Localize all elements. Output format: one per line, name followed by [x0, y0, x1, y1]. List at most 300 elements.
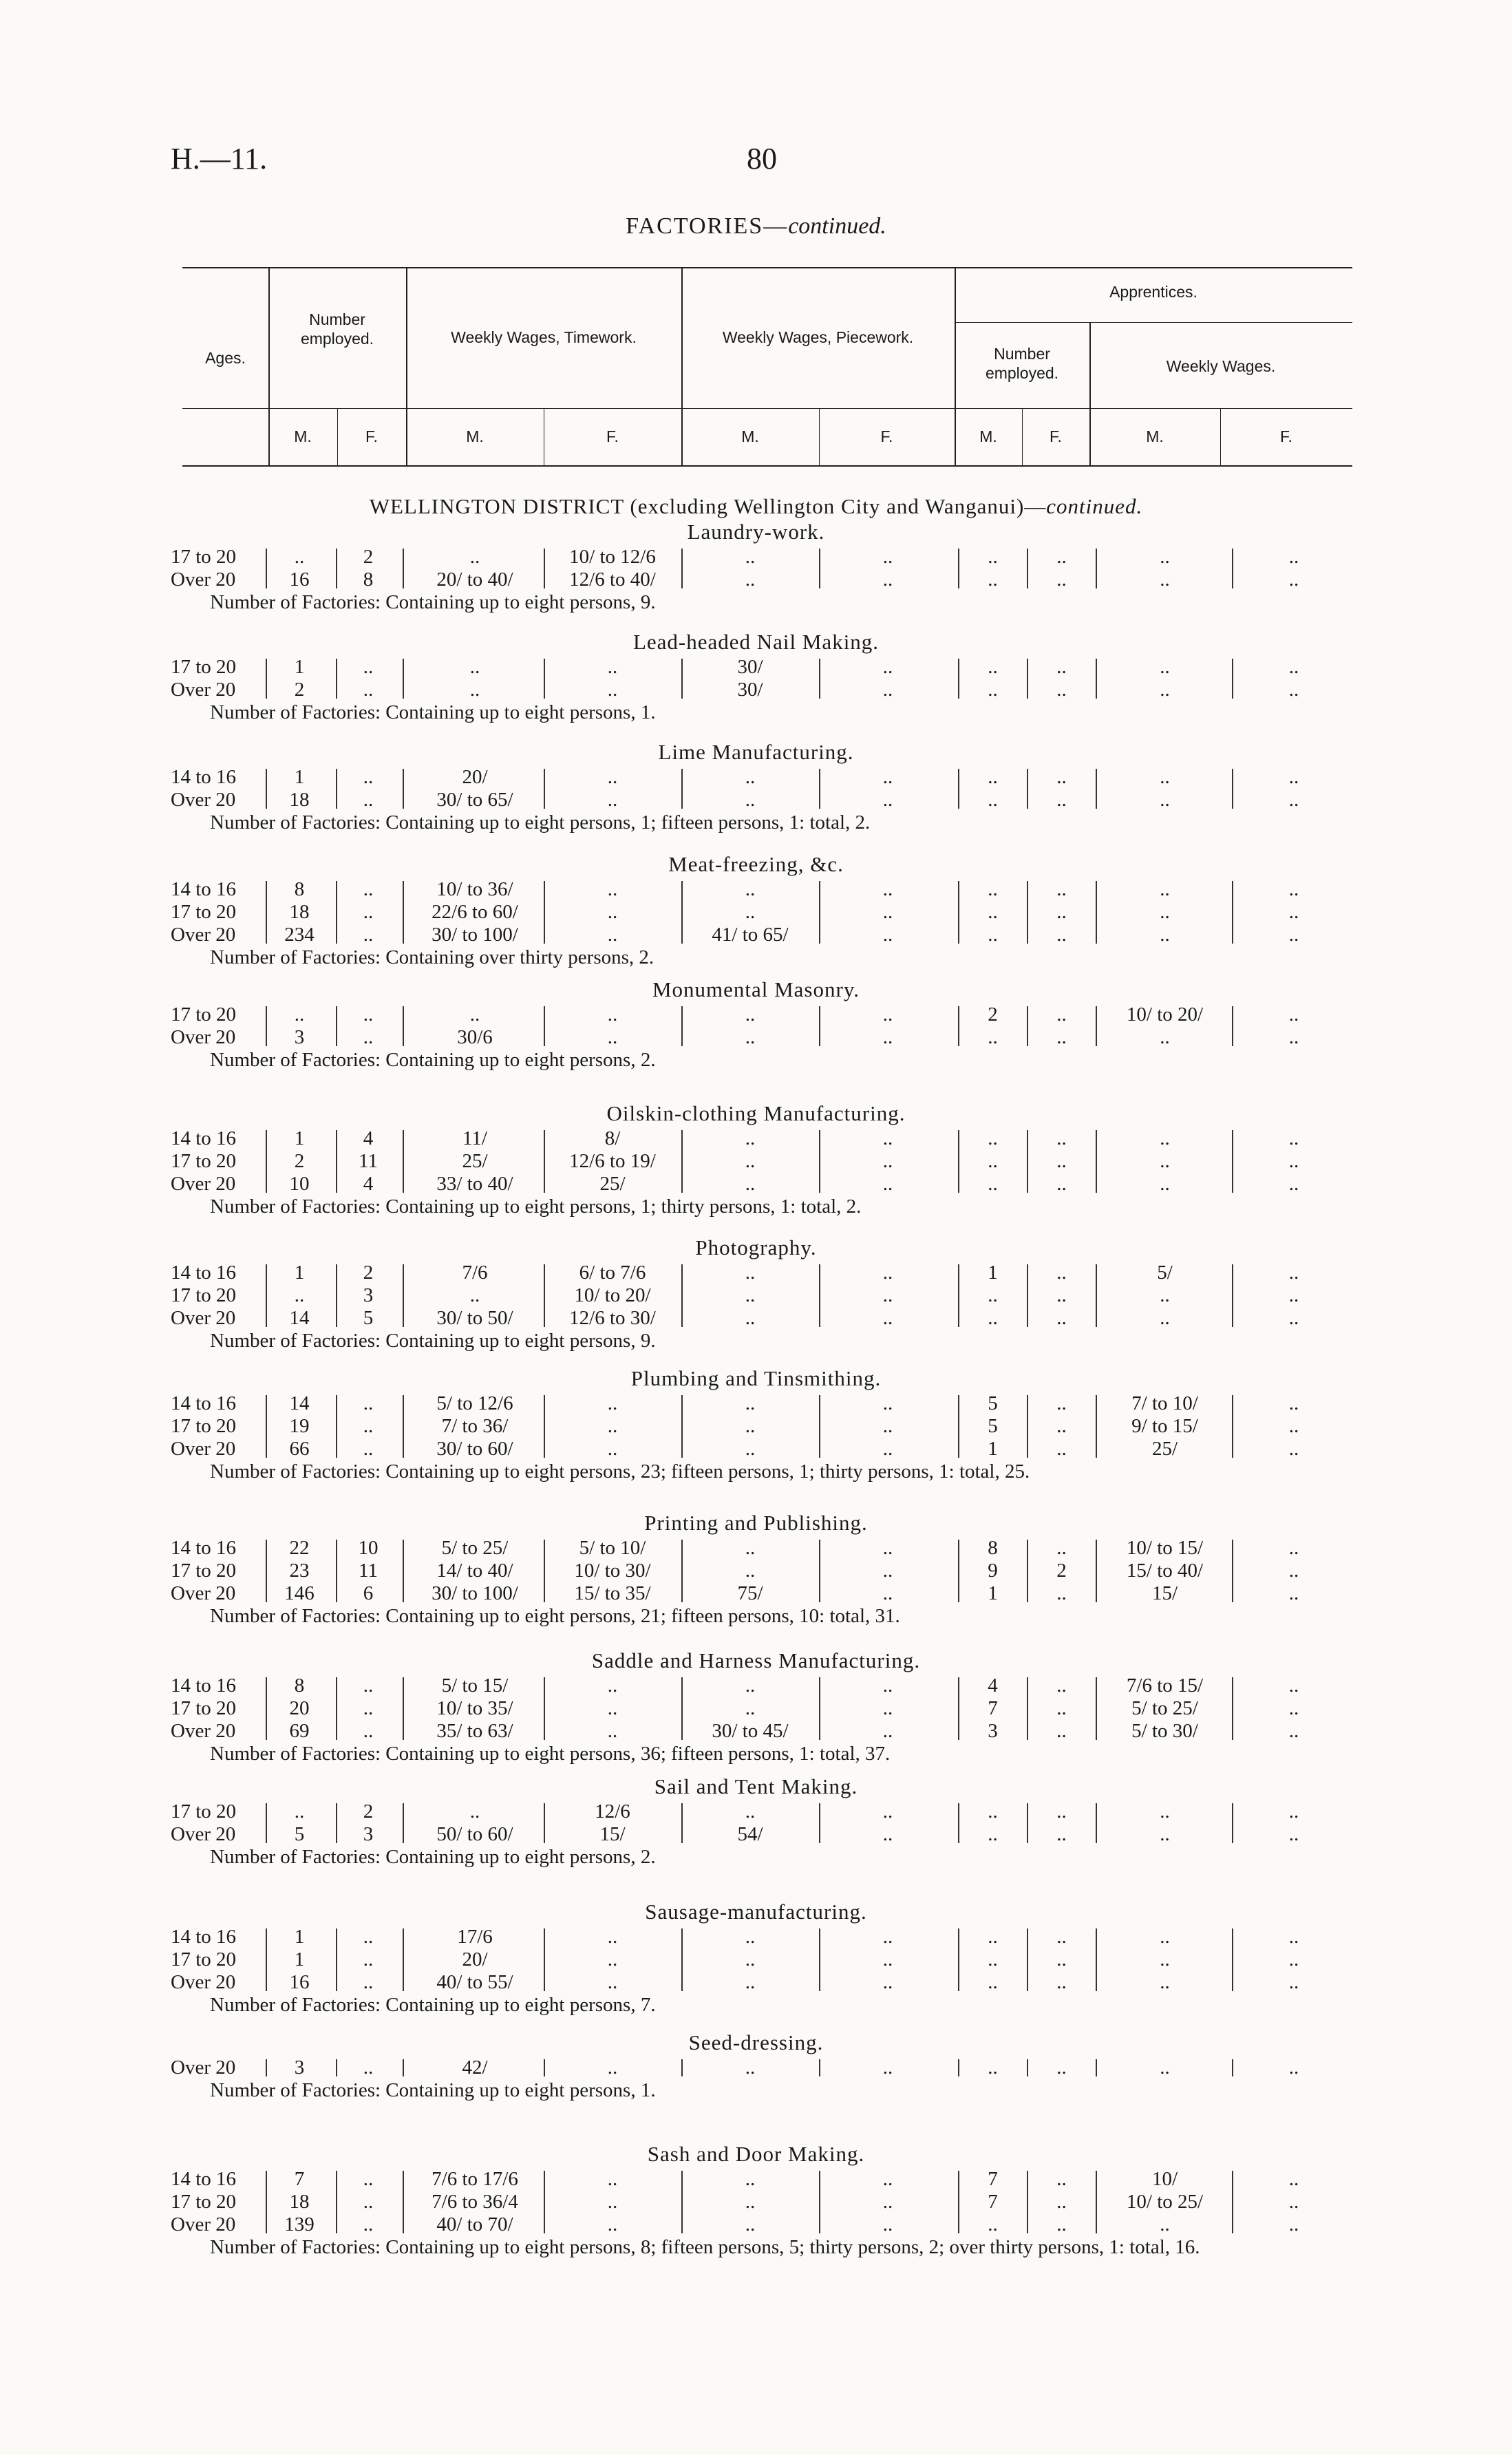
piecework-m-cell: .. — [745, 1697, 756, 1719]
timework-m-cell: 17/6 — [457, 1926, 493, 1948]
piecework-f-cell: .. — [882, 1262, 893, 1284]
column-rule — [336, 2059, 337, 2076]
age-cell: Over 20 — [171, 1720, 236, 1742]
piecework-m-cell: .. — [745, 1026, 756, 1048]
apprentice-m-cell: .. — [988, 1026, 998, 1048]
column-rule — [336, 1540, 337, 1602]
f-label: F. — [1280, 427, 1292, 445]
table-row — [0, 1971, 1512, 1994]
column-rule — [1027, 659, 1028, 699]
apprentice-m-cell: .. — [988, 568, 998, 591]
age-cell: Over 20 — [171, 1173, 236, 1195]
column-rule — [1027, 881, 1028, 944]
column-rule — [544, 1395, 545, 1458]
timework-f-cell: .. — [607, 1026, 618, 1048]
apprentice-f-cell: .. — [1056, 546, 1067, 568]
apprentice-wage-m-cell: 5/ to 30/ — [1131, 1720, 1198, 1742]
piecework-f-cell: .. — [882, 878, 893, 900]
table-row — [0, 2057, 1512, 2079]
apprentice-wage-f-cell: .. — [1288, 2168, 1299, 2190]
age-cell: Over 20 — [171, 1438, 236, 1460]
column-rule — [336, 1130, 337, 1193]
column-rule — [544, 1006, 545, 1046]
apprentice-wage-f-cell: .. — [1288, 2213, 1299, 2235]
employed-m-cell: .. — [294, 1003, 305, 1025]
timework-f-cell: .. — [607, 1415, 618, 1437]
piecework-f-cell: .. — [882, 1284, 893, 1306]
apprentice-wage-f-cell: .. — [1288, 1307, 1299, 1329]
piecework-header: Weekly Wages, Piecework. — [722, 328, 914, 346]
piecework-m-cell: .. — [745, 546, 756, 568]
employed-f-cell: .. — [363, 878, 374, 900]
column-rule — [681, 1540, 683, 1602]
section-title: Oilskin-clothing Manufacturing. — [606, 1101, 906, 1125]
apprentice-m-cell: 5 — [988, 1392, 998, 1414]
column-rule — [1096, 1540, 1097, 1602]
apprentice-m-cell: .. — [988, 1926, 998, 1948]
apprentice-f-cell: .. — [1056, 924, 1067, 946]
age-cell: 17 to 20 — [171, 1800, 237, 1822]
apprentice-wage-f-cell: .. — [1288, 1971, 1299, 1993]
apprentice-m-cell: 5 — [988, 1415, 998, 1437]
employed-f-cell: 2 — [363, 546, 374, 568]
employed-m-cell: 1 — [294, 1926, 305, 1948]
employed-f-cell: .. — [363, 1675, 374, 1697]
table-row — [0, 1438, 1512, 1460]
apprentices-header: Apprentices. — [1109, 283, 1197, 301]
timework-m-cell: 20/ to 40/ — [436, 568, 513, 591]
column-rule — [336, 549, 337, 588]
apprentice-f-cell: .. — [1056, 656, 1067, 678]
timework-m-cell: 30/ to 65/ — [436, 789, 513, 811]
page-subtitle: FACTORIES—continued. — [626, 213, 886, 239]
apprentice-m-cell: .. — [988, 1823, 998, 1845]
age-cell: Over 20 — [171, 789, 236, 811]
column-rule — [1027, 1803, 1028, 1843]
column-rule — [336, 1677, 337, 1740]
apprentice-f-cell: .. — [1056, 1392, 1067, 1414]
piecework-m-cell: .. — [745, 2213, 756, 2235]
column-rule — [544, 659, 545, 699]
piecework-f-cell: .. — [882, 901, 893, 923]
employed-f-cell: .. — [363, 1415, 374, 1437]
apprentice-m-cell: 9 — [988, 1560, 998, 1582]
column-rule — [544, 2171, 545, 2233]
column-rule — [403, 2171, 404, 2233]
apprentice-f-cell: .. — [1056, 1948, 1067, 1970]
column-rule — [819, 1677, 820, 1740]
column-rule — [336, 659, 337, 699]
apprentice-f-cell: .. — [1056, 1537, 1067, 1559]
piecework-f-cell: .. — [882, 546, 893, 568]
timework-f-cell: 5/ to 10/ — [579, 1537, 646, 1559]
piecework-m-cell: .. — [745, 1307, 756, 1329]
column-rule — [266, 1130, 267, 1193]
apprentice-f-cell: .. — [1056, 2057, 1067, 2079]
employed-m-cell: 16 — [289, 568, 310, 591]
timework-m-cell: 7/6 to 17/6 — [432, 2168, 518, 2190]
column-rule — [819, 1540, 820, 1602]
employed-f-cell: .. — [363, 1948, 374, 1970]
age-cell: Over 20 — [171, 1582, 236, 1604]
age-cell: Over 20 — [171, 1971, 236, 1993]
column-rule — [336, 1264, 337, 1327]
column-rule — [1096, 1928, 1097, 1991]
age-cell: Over 20 — [171, 924, 236, 946]
apprentice-wage-m-cell: .. — [1160, 1948, 1170, 1970]
number-employed-header: Number employed. — [300, 310, 374, 348]
column-rule — [958, 769, 959, 809]
apprentice-wage-m-cell: 15/ — [1151, 1582, 1178, 1604]
employed-f-cell: .. — [363, 679, 374, 701]
column-rule — [819, 769, 820, 809]
column-rule — [544, 549, 545, 588]
column-rule — [1096, 881, 1097, 944]
employed-m-cell: 3 — [294, 1026, 305, 1048]
apprentice-wage-m-cell: .. — [1160, 1173, 1170, 1195]
column-rule — [336, 1395, 337, 1458]
apprentice-wage-f-cell: .. — [1288, 1284, 1299, 1306]
piecework-f-cell: .. — [882, 2213, 893, 2235]
table-row — [0, 1697, 1512, 1720]
apprentice-wage-m-cell: 9/ to 15/ — [1131, 1415, 1198, 1437]
piecework-m-cell: .. — [745, 1003, 756, 1025]
apprentice-wage-f-cell: .. — [1288, 878, 1299, 900]
apprentice-wage-f-cell: .. — [1288, 766, 1299, 788]
section-title: Meat-freezing, &c. — [668, 852, 844, 876]
timework-m-cell: 30/ to 100/ — [432, 1582, 518, 1604]
factories-summary: Number of Factories: Containing over thirty persons, 2. — [210, 946, 654, 968]
employed-m-cell: 69 — [289, 1720, 310, 1742]
piecework-m-cell: .. — [745, 1415, 756, 1437]
timework-m-cell: 33/ to 40/ — [436, 1173, 513, 1195]
apprentice-wage-f-cell: .. — [1288, 1948, 1299, 1970]
piecework-m-cell: .. — [745, 1675, 756, 1697]
apprentice-f-cell: .. — [1056, 1823, 1067, 1845]
column-rule — [1096, 549, 1097, 588]
timework-m-cell: 50/ to 60/ — [436, 1823, 513, 1845]
apprentice-f-cell: .. — [1056, 1150, 1067, 1172]
piecework-m-cell: 41/ to 65/ — [712, 924, 789, 946]
apprentice-f-cell: .. — [1056, 1127, 1067, 1149]
employed-f-cell: .. — [363, 1026, 374, 1048]
timework-m-cell: .. — [469, 1800, 480, 1822]
section-title: Photography. — [695, 1235, 817, 1260]
apprentice-wage-f-cell: .. — [1288, 1675, 1299, 1697]
column-rule — [958, 1928, 959, 1991]
timework-f-cell: 10/ to 12/6 — [569, 546, 656, 568]
factories-summary: Number of Factories: Containing up to eight persons, 9. — [210, 1330, 656, 1352]
timework-f-cell: .. — [607, 1926, 618, 1948]
apprentice-wage-m-cell: .. — [1160, 2057, 1170, 2079]
column-rule — [681, 1928, 683, 1991]
piecework-m-cell: .. — [745, 1926, 756, 1948]
employed-m-cell: 23 — [289, 1560, 310, 1582]
column-rule — [1232, 769, 1233, 809]
apprentice-m-cell: 2 — [988, 1003, 998, 1025]
employed-m-cell: 14 — [289, 1392, 310, 1414]
column-rule — [403, 2059, 404, 2076]
table-row — [0, 1415, 1512, 1438]
table-row — [0, 1173, 1512, 1195]
column-rule — [266, 769, 267, 809]
section-title: Lime Manufacturing. — [658, 740, 854, 764]
column-rule — [1027, 2171, 1028, 2233]
timework-m-cell: 5/ to 15/ — [441, 1675, 509, 1697]
piecework-f-cell: .. — [882, 1307, 893, 1329]
timework-m-cell: 25/ — [462, 1150, 488, 1172]
column-rule — [681, 1264, 683, 1327]
employed-f-cell: 6 — [363, 1582, 374, 1604]
table-row — [0, 1582, 1512, 1605]
apprentice-wage-f-cell: .. — [1288, 901, 1299, 923]
apprentice-wage-m-cell: .. — [1160, 656, 1170, 678]
column-rule — [403, 769, 404, 809]
timework-f-cell: 10/ to 20/ — [574, 1284, 651, 1306]
apprentice-wage-m-cell: .. — [1160, 1800, 1170, 1822]
column-rule — [819, 1264, 820, 1327]
column-rule — [958, 1540, 959, 1602]
column-rule — [336, 1803, 337, 1843]
column-rule — [1027, 549, 1028, 588]
piecework-m-cell: .. — [745, 1800, 756, 1822]
piecework-f-cell: .. — [882, 766, 893, 788]
employed-f-cell: .. — [363, 2057, 374, 2079]
timework-m-cell: 30/ to 60/ — [436, 1438, 513, 1460]
apprentice-m-cell: .. — [988, 2057, 998, 2079]
column-rule — [403, 1264, 404, 1327]
piecework-m-cell: .. — [745, 1971, 756, 1993]
column-rule — [1027, 1928, 1028, 1991]
column-rule — [266, 2171, 267, 2233]
piecework-f-cell: .. — [882, 1438, 893, 1460]
age-cell: 17 to 20 — [171, 1415, 237, 1437]
table-row — [0, 901, 1512, 924]
report-code: H.—11. — [171, 142, 268, 176]
column-rule — [1232, 2171, 1233, 2233]
column-rule — [681, 769, 683, 809]
piecework-m-cell: 75/ — [737, 1582, 763, 1604]
column-rule — [1096, 1395, 1097, 1458]
apprentice-wage-m-cell: .. — [1160, 1026, 1170, 1048]
apprentice-wage-f-cell: .. — [1288, 1800, 1299, 1822]
employed-m-cell: .. — [294, 1284, 305, 1306]
age-cell: 17 to 20 — [171, 1560, 237, 1582]
apprentice-f-cell: .. — [1056, 1720, 1067, 1742]
column-rule — [681, 2059, 683, 2076]
column-rule — [1232, 1677, 1233, 1740]
apprentice-f-cell: .. — [1056, 2213, 1067, 2235]
timework-m-cell: 42/ — [462, 2057, 488, 2079]
employed-f-cell: 11 — [359, 1560, 378, 1582]
column-rule — [1096, 2059, 1097, 2076]
table-row — [0, 679, 1512, 701]
section-title: Laundry-work. — [687, 520, 825, 544]
column-rule — [403, 1803, 404, 1843]
table-row — [0, 924, 1512, 946]
apprentice-wage-m-cell: 10/ to 20/ — [1126, 1003, 1204, 1025]
apprentice-f-cell: .. — [1056, 901, 1067, 923]
piecework-f-cell: .. — [882, 1971, 893, 1993]
column-rule — [819, 1928, 820, 1991]
timework-m-cell: 5/ to 12/6 — [436, 1392, 513, 1414]
column-rule — [819, 881, 820, 944]
age-cell: 17 to 20 — [171, 1697, 237, 1719]
timework-f-cell: 10/ to 30/ — [574, 1560, 651, 1582]
m-label: M. — [979, 427, 997, 445]
employed-m-cell: 2 — [294, 1150, 305, 1172]
age-cell: 17 to 20 — [171, 656, 237, 678]
column-rule — [681, 549, 683, 588]
m-label: M. — [741, 427, 759, 445]
employed-m-cell: 18 — [289, 2191, 310, 2213]
apprentice-wage-m-cell: .. — [1160, 1127, 1170, 1149]
piecework-f-cell: .. — [882, 2168, 893, 2190]
column-rule — [681, 1677, 683, 1740]
column-rule — [266, 1395, 267, 1458]
column-rule — [681, 1395, 683, 1458]
table-row — [0, 1800, 1512, 1823]
employed-f-cell: 4 — [363, 1173, 374, 1195]
piecework-f-cell: .. — [882, 679, 893, 701]
employed-f-cell: .. — [363, 656, 374, 678]
apprentice-wage-m-cell: .. — [1160, 679, 1170, 701]
timework-f-cell: .. — [607, 766, 618, 788]
column-rule — [266, 1540, 267, 1602]
apprentice-f-cell: .. — [1056, 1307, 1067, 1329]
age-cell: Over 20 — [171, 1026, 236, 1048]
f-label: F. — [365, 427, 378, 445]
age-cell: 14 to 16 — [171, 878, 237, 900]
employed-m-cell: 14 — [289, 1307, 310, 1329]
column-rule — [336, 2171, 337, 2233]
employed-m-cell: 16 — [289, 1971, 310, 1993]
piecework-m-cell: .. — [745, 2168, 756, 2190]
apprentice-wage-f-cell: .. — [1288, 1537, 1299, 1559]
apprentice-f-cell: .. — [1056, 1284, 1067, 1306]
column-rule — [958, 1803, 959, 1843]
table-row — [0, 568, 1512, 591]
employed-m-cell: .. — [294, 546, 305, 568]
page-number: 80 — [747, 142, 777, 176]
column-rule — [544, 1264, 545, 1327]
f-label: F. — [606, 427, 619, 445]
employed-m-cell: 2 — [294, 679, 305, 701]
employed-f-cell: .. — [363, 1392, 374, 1414]
column-rule — [1027, 1130, 1028, 1193]
apprentice-wage-m-cell: 15/ to 40/ — [1126, 1560, 1204, 1582]
employed-f-cell: 10 — [358, 1537, 379, 1559]
column-rule — [1027, 1395, 1028, 1458]
apprentice-wage-m-cell: 5/ — [1157, 1262, 1173, 1284]
factories-summary: Number of Factories: Containing up to eight persons, 1. — [210, 701, 656, 723]
table-row — [0, 789, 1512, 811]
column-rule — [336, 1928, 337, 1991]
apprentice-m-cell: 7 — [988, 2168, 998, 2190]
piecework-m-cell: .. — [745, 1537, 756, 1559]
piecework-m-cell: .. — [745, 2191, 756, 2213]
apprentice-f-cell: .. — [1056, 1438, 1067, 1460]
column-rule — [819, 2171, 820, 2233]
column-rule — [1096, 659, 1097, 699]
column-rule — [544, 1540, 545, 1602]
apprentice-wage-f-cell: .. — [1288, 656, 1299, 678]
age-cell: 17 to 20 — [171, 1003, 237, 1025]
employed-m-cell: 8 — [294, 1675, 305, 1697]
apprentice-wage-m-cell: 25/ — [1151, 1438, 1178, 1460]
age-cell: 14 to 16 — [171, 1926, 237, 1948]
apprentice-m-cell: 1 — [988, 1262, 998, 1284]
column-rule — [266, 1677, 267, 1740]
column-rule — [403, 659, 404, 699]
piecework-f-cell: .. — [882, 1150, 893, 1172]
piecework-f-cell: .. — [882, 1675, 893, 1697]
apprentice-wage-f-cell: .. — [1288, 1697, 1299, 1719]
apprentice-m-cell: 7 — [988, 1697, 998, 1719]
column-rule — [1027, 1677, 1028, 1740]
column-rule — [958, 1130, 959, 1193]
timework-f-cell: .. — [607, 1720, 618, 1742]
column-rule — [1096, 1677, 1097, 1740]
piecework-m-cell: .. — [745, 1392, 756, 1414]
column-rule — [681, 1803, 683, 1843]
section-title: Monumental Masonry. — [652, 977, 860, 1001]
apprentice-f-cell: .. — [1056, 568, 1067, 591]
timework-f-cell: .. — [607, 1971, 618, 1993]
employed-m-cell: .. — [294, 1800, 305, 1822]
apprentice-m-cell: .. — [988, 924, 998, 946]
apprentice-f-cell: .. — [1056, 1926, 1067, 1948]
table-row — [0, 1284, 1512, 1307]
timework-m-cell: .. — [469, 546, 480, 568]
apprentice-wage-f-cell: .. — [1288, 1026, 1299, 1048]
employed-m-cell: 22 — [289, 1537, 310, 1559]
column-rule — [1096, 1803, 1097, 1843]
column-rule — [819, 2059, 820, 2076]
column-rule — [681, 1130, 683, 1193]
apprentice-wage-f-cell: .. — [1288, 1262, 1299, 1284]
column-rule — [1027, 769, 1028, 809]
timework-f-cell: .. — [607, 924, 618, 946]
employed-f-cell: .. — [363, 2168, 374, 2190]
column-rule — [403, 1928, 404, 1991]
apprentice-m-cell: 8 — [988, 1537, 998, 1559]
factories-summary: Number of Factories: Containing up to eight persons, 7. — [210, 1994, 656, 2016]
apprentice-f-cell: .. — [1056, 2191, 1067, 2213]
apprentice-m-cell: 1 — [988, 1582, 998, 1604]
apprentice-f-cell: .. — [1056, 1697, 1067, 1719]
piecework-f-cell: .. — [882, 1127, 893, 1149]
age-cell: 14 to 16 — [171, 1675, 237, 1697]
timework-f-cell: 12/6 — [595, 1800, 630, 1822]
factories-summary: Number of Factories: Containing up to eight persons, 1; thirty persons, 1: total, 2. — [210, 1195, 862, 1218]
timework-f-cell: 25/ — [599, 1173, 626, 1195]
apprentice-f-cell: .. — [1056, 679, 1067, 701]
column-rule — [544, 1928, 545, 1991]
piecework-f-cell: .. — [882, 1003, 893, 1025]
column-rule — [403, 1006, 404, 1046]
piecework-f-cell: .. — [882, 1800, 893, 1822]
apprentice-wage-m-cell: .. — [1160, 1971, 1170, 1993]
column-rule — [266, 2059, 267, 2076]
column-rule — [544, 1677, 545, 1740]
piecework-m-cell: .. — [745, 1438, 756, 1460]
piecework-f-cell: .. — [882, 1415, 893, 1437]
apprentice-m-cell: .. — [988, 1127, 998, 1149]
column-rule — [266, 659, 267, 699]
column-rule — [819, 1803, 820, 1843]
timework-f-cell: .. — [607, 789, 618, 811]
